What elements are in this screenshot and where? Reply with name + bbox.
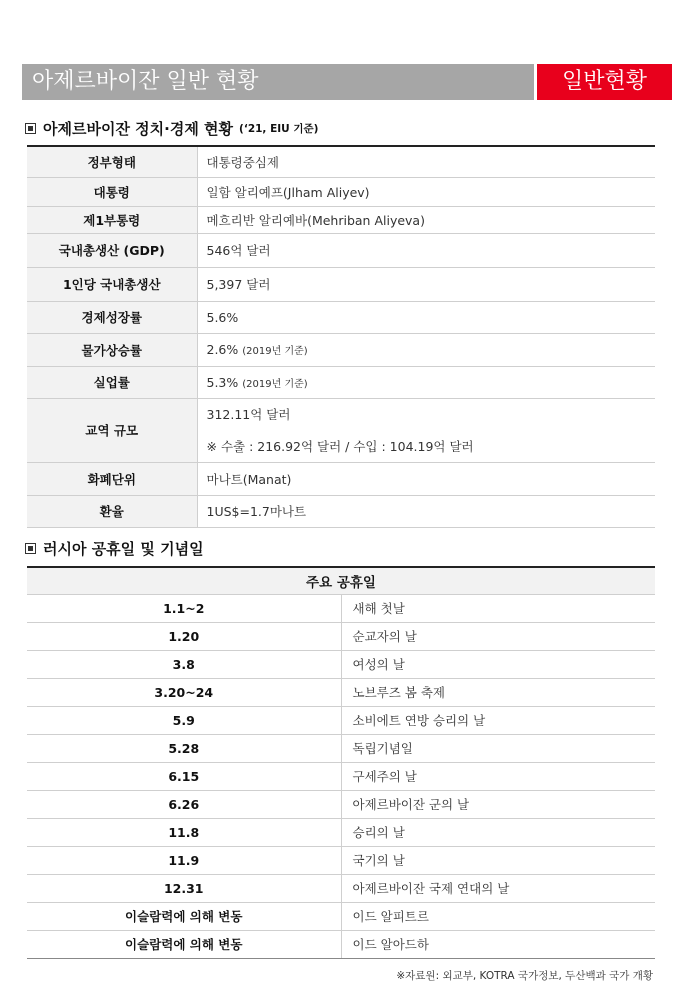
section1-subtitle: (‘21, EIU 기준) [239, 123, 319, 135]
table-row [27, 734, 655, 762]
section1-title: 아제르바이잔 정치·경제 현황 [43, 120, 234, 138]
row-value: 5,397 달러 [197, 267, 655, 301]
holidays-table-header: 주요 공휴일 [27, 567, 655, 594]
row-key: 국내총생산 (GDP) [27, 233, 197, 267]
table-row [27, 874, 655, 902]
row-value: 546억 달러 [197, 233, 655, 267]
holiday-name: 아제르바이잔 국제 연대의 날 [341, 874, 655, 902]
holiday-date: 1.20 [27, 622, 341, 650]
trade-total: 312.11억 달러 [206, 407, 291, 422]
holiday-date: 11.8 [27, 818, 341, 846]
holiday-date: 이슬람력에 의해 변동 [27, 930, 341, 958]
row-key: 환율 [27, 495, 197, 527]
holiday-date: 6.15 [27, 762, 341, 790]
section2-heading [25, 538, 204, 559]
row-key: 제1부통령 [27, 206, 197, 233]
row-key: 물가상승률 [27, 333, 197, 366]
table-row [27, 206, 655, 233]
holiday-date: 3.8 [27, 650, 341, 678]
table-row [27, 706, 655, 734]
holiday-date: 3.20~24 [27, 678, 341, 706]
table-row [27, 930, 655, 958]
square-bullet-icon [25, 123, 36, 134]
politics-economy-table [27, 145, 655, 528]
section2-title: 러시아 공휴일 및 기념일 [43, 540, 204, 558]
holiday-date: 12.31 [27, 874, 341, 902]
table-row [27, 495, 655, 527]
holiday-date: 이슬람력에 의해 변동 [27, 902, 341, 930]
table-row [27, 462, 655, 495]
holiday-name: 이드 알아드하 [341, 930, 655, 958]
source-note: ※자료원: 외교부, KOTRA 국가정보, 두산백과 국가 개황 [396, 970, 653, 982]
table-row [27, 678, 655, 706]
row-value: 2.6% [206, 342, 239, 357]
table-row [27, 267, 655, 301]
holiday-date: 11.9 [27, 846, 341, 874]
table-row [27, 902, 655, 930]
holiday-date: 6.26 [27, 790, 341, 818]
trade-breakdown: ※ 수출 : 216.92억 달러 / 수입 : 104.19억 달러 [206, 439, 474, 454]
row-value-note: (2019년 기준) [242, 378, 308, 390]
row-value: 1US$=1.7마나트 [197, 495, 655, 527]
holiday-name: 이드 알피트르 [341, 902, 655, 930]
row-value: 일함 알리예프(Jlham Aliyev) [197, 177, 655, 206]
table-row [27, 398, 655, 462]
table-row [27, 233, 655, 267]
table-row [27, 301, 655, 333]
holiday-name: 소비에트 연방 승리의 날 [341, 706, 655, 734]
holiday-date: 5.9 [27, 706, 341, 734]
table-row [27, 366, 655, 398]
table-row [27, 790, 655, 818]
row-value: 마나트(Manat) [197, 462, 655, 495]
holidays-table [27, 566, 655, 959]
row-value-note: (2019년 기준) [242, 346, 308, 357]
holiday-name: 구세주의 날 [341, 762, 655, 790]
holiday-name: 승리의 날 [341, 818, 655, 846]
row-value: 5.6% [197, 301, 655, 333]
holiday-date: 5.28 [27, 734, 341, 762]
row-key: 실업률 [27, 366, 197, 398]
table-row [27, 333, 655, 366]
row-key: 1인당 국내총생산 [27, 267, 197, 301]
holiday-name: 아제르바이잔 군의 날 [341, 790, 655, 818]
row-key: 대통령 [27, 177, 197, 206]
table-row [27, 650, 655, 678]
holiday-name: 독립기념일 [341, 734, 655, 762]
row-key: 정부형태 [27, 146, 197, 177]
holiday-name: 노브루즈 봄 축제 [341, 678, 655, 706]
table-row [27, 177, 655, 206]
holiday-name: 국기의 날 [341, 846, 655, 874]
table-row [27, 762, 655, 790]
row-value: 메흐리반 알리예바(Mehriban Aliyeva) [197, 206, 655, 233]
row-key: 경제성장률 [27, 301, 197, 333]
table-row [27, 594, 655, 622]
section-badge: 일반현황 [537, 64, 672, 100]
holiday-name: 새해 첫날 [341, 594, 655, 622]
holiday-date: 1.1~2 [27, 594, 341, 622]
row-key: 화폐단위 [27, 462, 197, 495]
table-row [27, 818, 655, 846]
row-value: 대통령중심제 [197, 146, 655, 177]
table-row [27, 846, 655, 874]
table-row [27, 146, 655, 177]
section1-heading [25, 118, 318, 139]
page-header [22, 64, 672, 100]
page-title: 아제르바이잔 일반 현황 [22, 64, 534, 100]
holiday-name: 여성의 날 [341, 650, 655, 678]
square-bullet-icon [25, 543, 36, 554]
row-key: 교역 규모 [27, 398, 197, 462]
table-row [27, 622, 655, 650]
row-value: 5.3% [206, 374, 239, 390]
holiday-name: 순교자의 날 [341, 622, 655, 650]
